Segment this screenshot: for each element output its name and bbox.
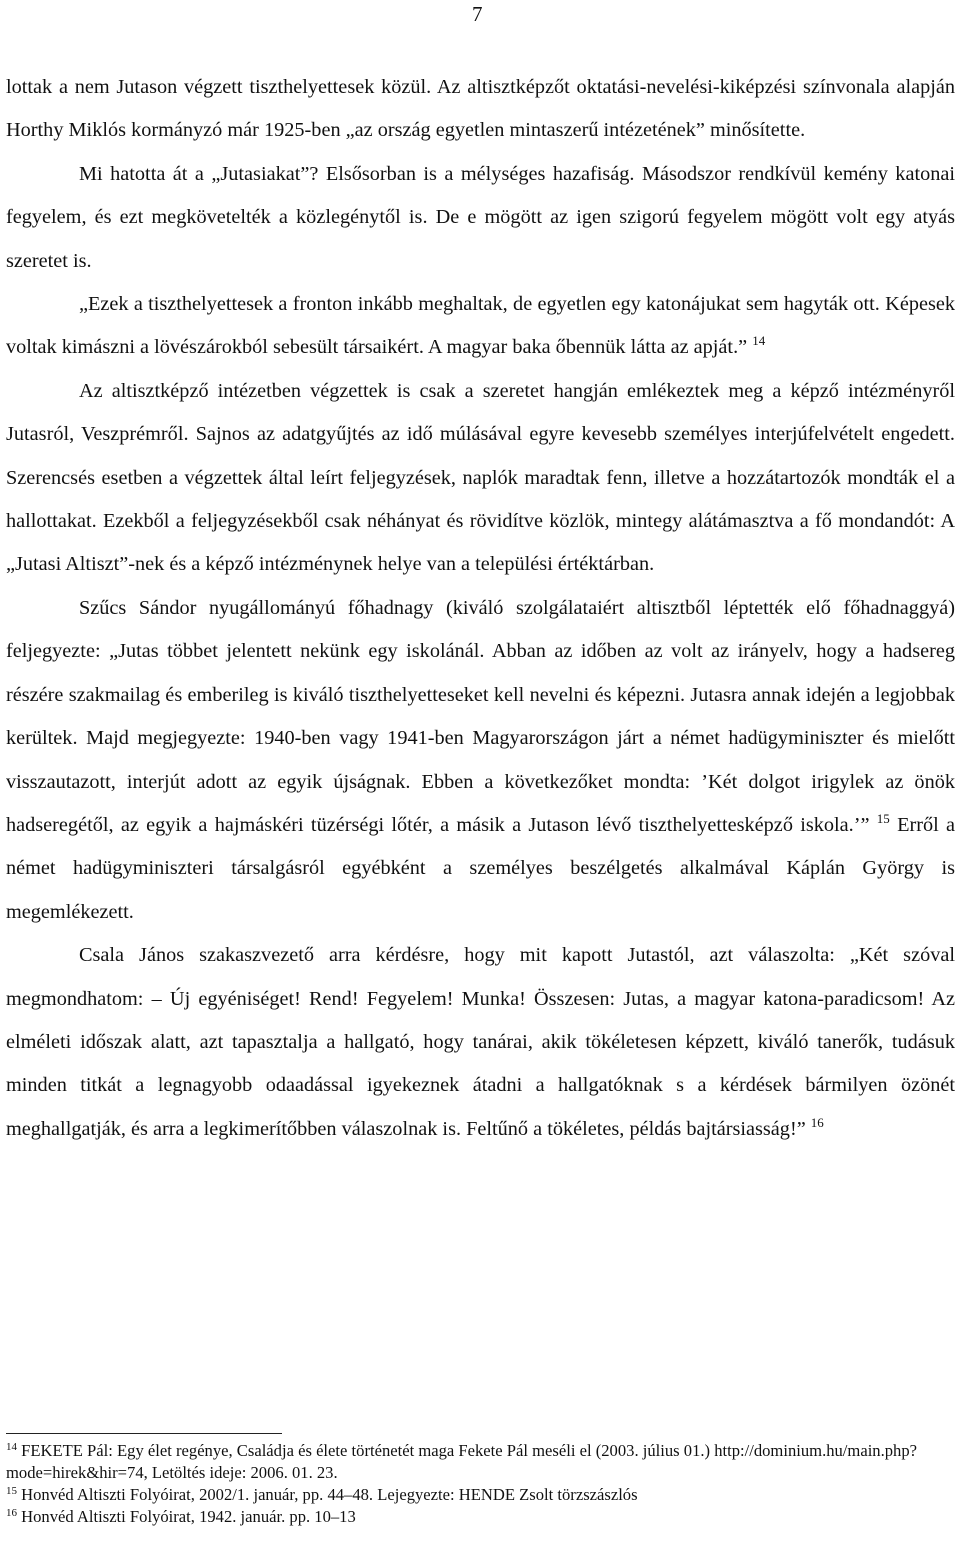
footnote-ref-15: 15 [876, 810, 890, 826]
paragraph-1 [6, 66, 955, 153]
footnote-text: Honvéd Altiszti Folyóirat, 1942. január. pp. 10–13 [21, 1507, 356, 1526]
paragraph-text: lottak a nem Jutason végzett tiszthelyettesek közül. Az altisztképzőt oktatási-nevelési-kiképzési színvonala alapján Horthy Miklós kormányzó már 1925-ben „az ország egyetlen mintaszerű intézetének” minősítette. [6, 76, 955, 142]
body-text [6, 66, 955, 1151]
footnote-number: 15 [6, 1485, 17, 1497]
footnotes [6, 1440, 946, 1528]
footnote-ref-14: 14 [752, 333, 766, 349]
footnote-ref-16: 16 [810, 1114, 824, 1130]
paragraph-2 [6, 153, 955, 283]
page-number: 7 [472, 2, 483, 26]
paragraph-6 [6, 934, 955, 1151]
paragraph-text: Csala János szakaszvezető arra kérdésre, hogy mit kapott Jutastól, azt válaszolta: „Két szóval megmondhatom: – Új egyéniséget! Rend! Fegyelem! Munka! Összesen: Jutas, a magyar katona-paradicsom! Az elméleti időszak alatt, azt tapasztalja a hallgató, hogy tanárai, akik tökéletesen képzett, kiváló tanerők, tudásuk minden titkát a legnagyobb odaadással igyekeznek átadni a hallgatóknak s a kérdések bármilyen özönét meghallgatják, és arra a legkimerítőbben válaszolnak is. Feltűnő a tökéletes, példás bajtársiasság!” [6, 944, 955, 1140]
paragraph-tail-text: Erről a német hadügyminiszteri társalgásról egyébként a személyes beszélgetés alkalmával Káplán György is megemlékezett. [6, 813, 956, 923]
paragraph-text: „Ezek a tiszthelyettesek a fronton inkább meghaltak, de egyetlen egy katonájukat sem hagyták ott. Képesek voltak kimászni a lövészárokból sebesült társaikért. A magyar baka őbennük látta az apját.” [6, 293, 955, 359]
paragraph-text: Mi hatotta át a „Jutasiakat”? Elsősorban is a mélységes hazafiság. Másodszor rendkívül kemény katonai fegyelem, és ezt megkövetelték a közlegénytől is. De e mögött az igen szigorú fegyelem mögött volt egy atyás szeretet is. [6, 162, 955, 272]
paragraph-text: Szűcs Sándor nyugállományú főhadnagy (kiváló szolgálataiért altisztből léptették elő főhadnaggyá) feljegyezte: „Jutas többet jelentett nekünk egy iskolánál. Abban az időben az volt az irányelv, hogy a hadsereg részére szakmailag és emberileg is kiváló tiszthelyetteseket kell nevelni és képezni. Jutasra annak idején a legjobbak kerültek. Majd megjegyezte: 1940-ben vagy 1941-ben Magyarországon járt a német hadügyminiszter és mielőtt visszautazott, interjút adott az egyik újságnak. Ebben a következőket mondta: ’Két dolgot irigylek az önök hadseregétől, az egyik a hajmáskéri tüzérségi lőtér, a másik a Jutason lévő tiszthelyettesképző iskola.’” [6, 596, 955, 836]
footnote-15 [6, 1484, 946, 1506]
footnote-14 [6, 1440, 946, 1484]
paragraph-text: Az altisztképző intézetben végzettek is csak a szeretet hangján emlékeztek meg a képző intézményről Jutasról, Veszprémről. Sajnos az adatgyűjtés az idő múlásával egyre kevesebb személyes interjúfelvételt engedett. Szerencsés esetben a végzettek által leírt feljegyzések, naplók maradtak fenn, illetve a hozzátartozók mondták el a hallottakat. Ezekből a feljegyzésekből csak néhányat és rövidítve közlök, mintegy alátámasztva a fő mondandót: A „Jutasi Altiszt”-nek és a képző intézménynek helye van a települési értéktárban. [6, 379, 955, 576]
footnote-16 [6, 1506, 946, 1528]
footnote-number: 16 [6, 1507, 17, 1519]
footnote-text: FEKETE Pál: Egy élet regénye, Családja és élete történetét maga Fekete Pál meséli el (2003. július 01.) http://dominium.hu/main.php?mode=hirek&hir=74, Letöltés ideje: 2006. 01. 23. [6, 1441, 917, 1482]
paragraph-4 [6, 370, 955, 587]
footnote-divider [6, 1433, 282, 1434]
footnote-text: Honvéd Altiszti Folyóirat, 2002/1. január, pp. 44–48. Lejegyezte: HENDE Zsolt törzszászlós [21, 1485, 638, 1504]
paragraph-5 [6, 587, 955, 934]
footnote-number: 14 [6, 1441, 17, 1453]
paragraph-3 [6, 283, 955, 370]
